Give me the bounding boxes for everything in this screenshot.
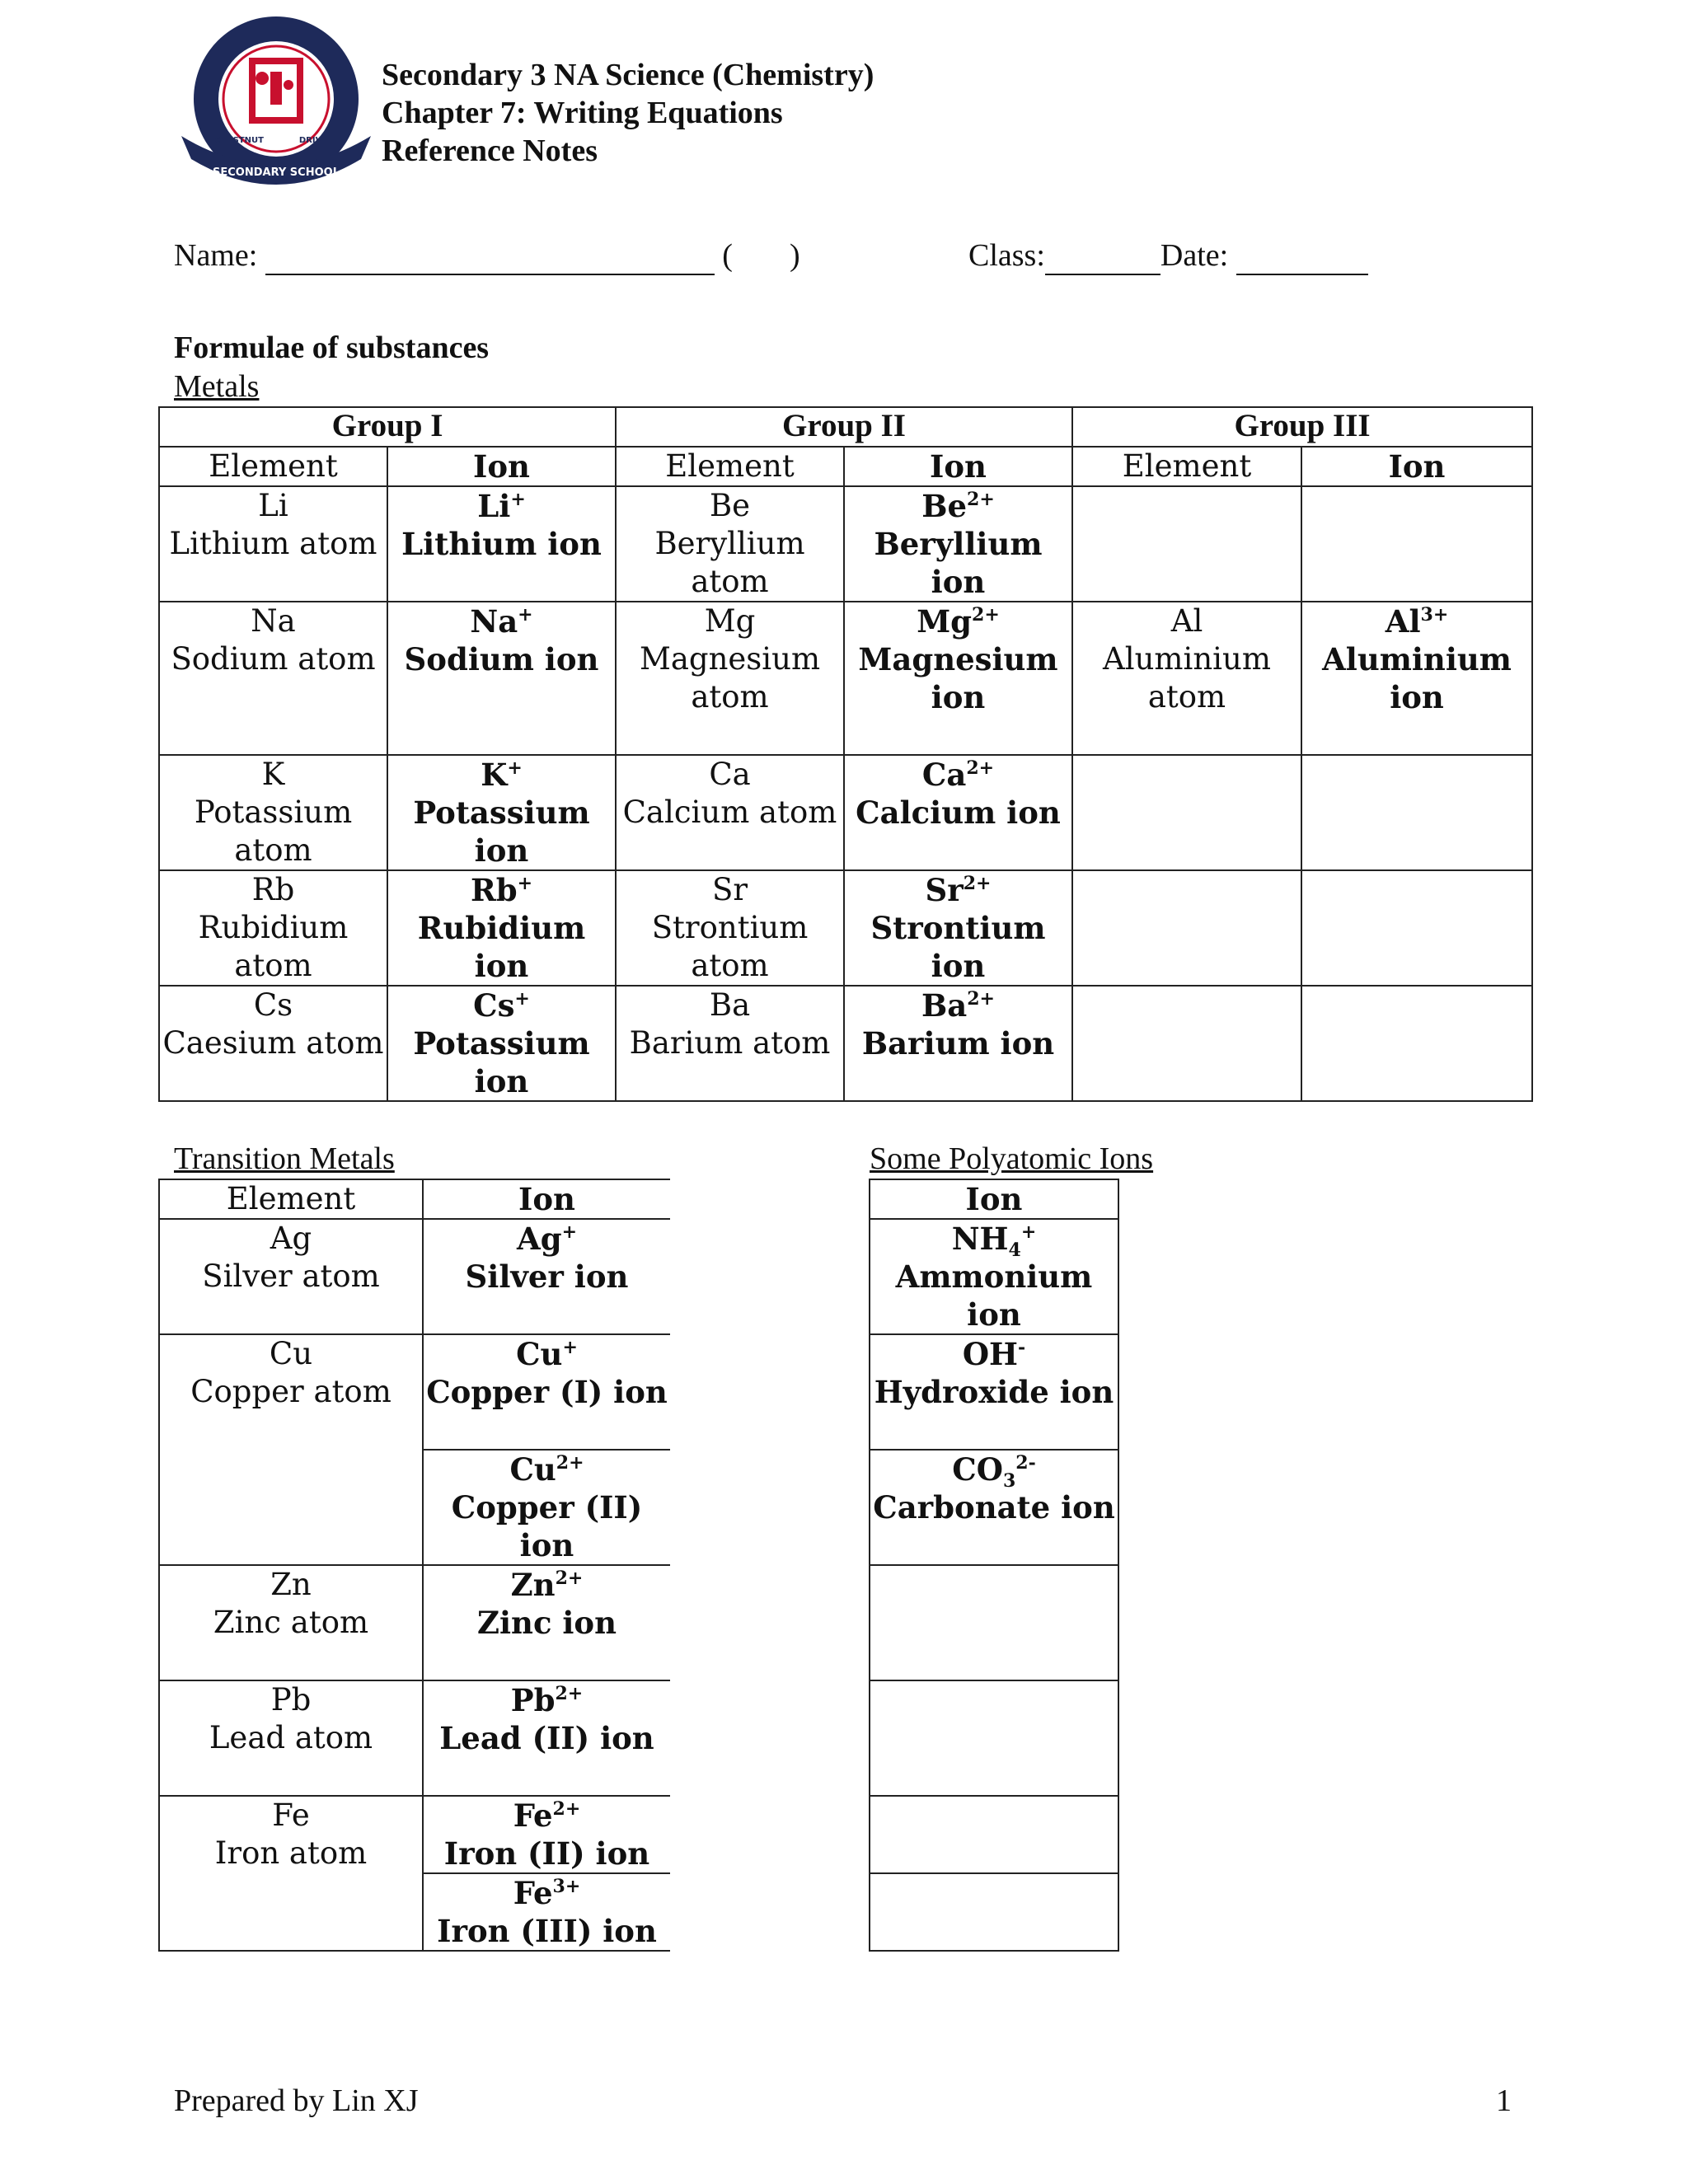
ion-cell — [387, 602, 616, 755]
element-name: Rubidium atom — [198, 910, 349, 983]
ion-symbol: $Cu^{2+}$ — [509, 1451, 584, 1488]
empty-cell — [1301, 986, 1532, 1101]
header-line-3: Reference Notes — [382, 134, 598, 168]
ion-formula: $NH_4^+$ — [951, 1221, 1037, 1261]
ion-symbol: Na+ — [470, 603, 533, 640]
empty-cell — [1072, 986, 1301, 1101]
name-field — [174, 237, 800, 275]
table-row — [870, 1680, 1118, 1796]
element-cell — [159, 1219, 423, 1334]
ion-symbol: $Ba^{2+}$ — [921, 987, 995, 1024]
empty-cell — [870, 1796, 1118, 1873]
column-header-row — [159, 447, 1532, 486]
transition-metals-table — [158, 1179, 670, 1952]
ion-name: Iron (III) ion — [437, 1913, 657, 1949]
ion-cell — [423, 1796, 670, 1873]
ion-cell — [870, 1219, 1118, 1334]
ion-name: Sodium ion — [404, 641, 599, 677]
metals-table — [158, 406, 1533, 1102]
element-symbol: Na — [251, 603, 296, 639]
transition-metals-label: Transition Metals — [174, 1141, 395, 1176]
ion-name: Calcium ion — [856, 794, 1061, 831]
ion-symbol: $Fe^{2+}$ — [513, 1797, 581, 1834]
name-label: Name: — [174, 238, 258, 273]
table-row — [870, 1334, 1118, 1450]
logo-ring-text-bottom: SECONDARY SCHOOL — [213, 166, 340, 179]
ion-name: Potassium ion — [413, 1025, 590, 1099]
logo-ring-text-top: STRIVE FOR EXCELLENCE — [173, 0, 359, 16]
ion-name: Copper (I) ion — [426, 1374, 668, 1410]
element-name: Aluminium atom — [1103, 641, 1271, 715]
ion-name: Lead (II) ion — [439, 1720, 654, 1756]
class-blank[interactable] — [1045, 237, 1160, 275]
ion-symbol: $Pb^{2+}$ — [510, 1682, 584, 1718]
element-symbol: K — [261, 757, 285, 792]
ion-header: Ion — [1301, 447, 1532, 486]
ion-symbol: $Ca^{2+}$ — [921, 757, 995, 793]
element-cell — [159, 755, 387, 870]
ion-name: Carbonate ion — [873, 1489, 1115, 1526]
ion-symbol: Cu+ — [516, 1336, 578, 1372]
table-row — [870, 1219, 1118, 1334]
ion-name: Silver ion — [465, 1258, 629, 1295]
ion-header: Ion — [870, 1179, 1118, 1219]
element-symbol: Ag — [270, 1221, 312, 1256]
element-header: Element — [159, 447, 387, 486]
table-row — [159, 1680, 670, 1796]
element-cell — [1072, 602, 1301, 755]
class-label: Class: — [968, 238, 1045, 273]
table-row — [870, 1450, 1118, 1565]
ion-symbol: K+ — [481, 757, 523, 793]
ion-name: Lithium ion — [401, 526, 602, 562]
empty-cell — [1301, 486, 1532, 602]
element-name: Potassium atom — [194, 794, 353, 868]
empty-cell — [1301, 755, 1532, 870]
logo-band-right: DRIVE — [298, 136, 328, 145]
empty-cell — [870, 1873, 1118, 1951]
table-row — [159, 1796, 670, 1873]
element-cell — [616, 986, 844, 1101]
ion-cell — [844, 602, 1072, 755]
empty-cell — [870, 1565, 1118, 1680]
table-row — [159, 986, 1532, 1101]
table-row — [870, 1873, 1118, 1951]
element-name: Barium atom — [629, 1025, 831, 1061]
column-header-row — [159, 1179, 670, 1219]
ion-cell — [870, 1334, 1118, 1450]
ion-name: Barium ion — [861, 1025, 1055, 1062]
ion-cell — [1301, 602, 1532, 755]
ion-name: Potassium ion — [413, 794, 590, 869]
ion-symbol: $Be^{2+}$ — [921, 488, 995, 524]
ion-cell — [423, 1334, 670, 1450]
ion-cell — [387, 870, 616, 986]
ion-name: Zinc ion — [476, 1605, 617, 1641]
footer-prepared-by: Prepared by Lin XJ — [174, 2083, 419, 2118]
element-symbol: Cs — [253, 987, 293, 1023]
ion-formula: $CO_3^{2-}$ — [952, 1451, 1036, 1492]
date-blank[interactable] — [1236, 237, 1368, 275]
ion-symbol: $Al^{3+}$ — [1385, 603, 1449, 640]
element-cell — [159, 1334, 423, 1565]
element-header: Element — [1072, 447, 1301, 486]
element-name: Copper atom — [190, 1374, 392, 1409]
element-symbol: Zn — [270, 1567, 312, 1602]
index-paren-close: ) — [789, 238, 800, 273]
empty-cell — [870, 1680, 1118, 1796]
column-header-row — [870, 1179, 1118, 1219]
ion-name: Rubidium ion — [417, 910, 586, 984]
element-cell — [159, 486, 387, 602]
element-name: Calcium atom — [622, 794, 837, 830]
element-name: Caesium atom — [162, 1025, 384, 1061]
element-header: Element — [616, 447, 844, 486]
element-name: Beryllium atom — [654, 526, 805, 599]
empty-cell — [1072, 755, 1301, 870]
element-symbol: Fe — [272, 1797, 310, 1833]
group-header-row — [159, 407, 1532, 447]
index-blank[interactable] — [740, 237, 781, 274]
ion-symbol: $Zn^{2+}$ — [510, 1567, 584, 1603]
element-name: Magnesium atom — [639, 641, 821, 715]
element-symbol: Ba — [709, 987, 751, 1023]
table-row — [159, 602, 1532, 755]
element-symbol: Li — [258, 488, 288, 523]
ion-cell — [844, 986, 1072, 1101]
element-name: Zinc atom — [213, 1605, 369, 1640]
ion-cell — [870, 1450, 1118, 1565]
element-cell — [159, 602, 387, 755]
ion-cell — [844, 486, 1072, 602]
element-cell — [616, 602, 844, 755]
ion-symbol: $Sr^{2+}$ — [925, 872, 992, 908]
name-blank[interactable] — [265, 237, 715, 275]
empty-cell — [1072, 870, 1301, 986]
table-row — [870, 1796, 1118, 1873]
ion-header: Ion — [423, 1179, 670, 1219]
ion-symbol: Ag+ — [516, 1221, 578, 1257]
polyatomic-ions-table — [869, 1179, 1119, 1952]
ion-name: Magnesium ion — [858, 641, 1058, 715]
ion-cell — [423, 1450, 670, 1565]
empty-cell — [1301, 870, 1532, 986]
school-logo — [173, 0, 379, 198]
ion-cell — [423, 1680, 670, 1796]
element-symbol: Sr — [711, 872, 748, 907]
table-row — [870, 1565, 1118, 1680]
document-header — [382, 56, 874, 170]
table-row — [159, 755, 1532, 870]
table-row — [159, 486, 1532, 602]
element-cell — [616, 870, 844, 986]
ion-cell — [423, 1873, 670, 1951]
element-symbol: Mg — [704, 603, 756, 639]
element-symbol: Pb — [270, 1682, 312, 1718]
element-name: Silver atom — [202, 1258, 380, 1294]
element-name: Iron atom — [214, 1835, 368, 1871]
table-row — [159, 1219, 670, 1334]
element-cell — [616, 755, 844, 870]
ion-name: Strontium ion — [870, 910, 1046, 984]
element-cell — [159, 1565, 423, 1680]
element-symbol: Cu — [269, 1336, 313, 1371]
ion-name: Hydroxide ion — [874, 1374, 1114, 1410]
page-number: 1 — [1496, 2083, 1512, 2118]
table-row — [159, 870, 1532, 986]
logo-band-left: CHESTNUT — [214, 136, 264, 145]
ion-name: Copper (II) ion — [451, 1489, 643, 1563]
date-label: Date: — [1160, 238, 1229, 273]
polyatomic-ions-label: Some Polyatomic Ions — [870, 1141, 1154, 1176]
element-cell — [159, 986, 387, 1101]
element-cell — [159, 1796, 423, 1951]
table-row — [159, 1565, 670, 1680]
element-name: Sodium atom — [171, 641, 376, 677]
ion-cell — [423, 1565, 670, 1680]
class-date-field — [968, 237, 1368, 275]
header-line-2: Chapter 7: Writing Equations — [382, 96, 783, 130]
group-2-header: Group II — [616, 407, 1072, 447]
ion-cell — [423, 1219, 670, 1334]
element-cell — [159, 1680, 423, 1796]
ion-name: Beryllium ion — [874, 526, 1043, 600]
ion-cell — [844, 870, 1072, 986]
empty-cell — [1072, 486, 1301, 602]
element-symbol: Al — [1170, 603, 1203, 639]
element-symbol: Be — [709, 488, 751, 523]
ion-symbol: Rb+ — [470, 872, 533, 908]
ion-formula: OH- — [962, 1336, 1026, 1372]
element-name: Lithium atom — [169, 526, 377, 561]
group-3-header: Group III — [1072, 407, 1532, 447]
element-cell — [159, 870, 387, 986]
element-header: Element — [159, 1179, 423, 1219]
ion-symbol: $Mg^{2+}$ — [917, 603, 1000, 640]
ion-cell — [387, 486, 616, 602]
metals-label: Metals — [174, 369, 260, 404]
ion-name: Iron (II) ion — [443, 1835, 650, 1872]
element-symbol: Ca — [709, 757, 751, 792]
ion-cell — [387, 986, 616, 1101]
ion-cell — [387, 755, 616, 870]
element-symbol: Rb — [251, 872, 295, 907]
section-title: Formulae of substances — [174, 330, 490, 365]
header-line-1: Secondary 3 NA Science (Chemistry) — [382, 58, 874, 92]
element-name: Strontium atom — [651, 910, 809, 983]
ion-name: Aluminium ion — [1322, 641, 1512, 715]
ion-name: Ammonium ion — [895, 1258, 1093, 1333]
element-cell — [616, 486, 844, 602]
table-row — [159, 1334, 670, 1450]
ion-symbol: Li+ — [477, 488, 526, 524]
ion-header: Ion — [844, 447, 1072, 486]
group-1-header: Group I — [159, 407, 616, 447]
index-paren-open: ( — [722, 238, 733, 273]
element-name: Lead atom — [209, 1720, 373, 1755]
ion-symbol: $Fe^{3+}$ — [513, 1875, 581, 1911]
ion-symbol: Cs+ — [473, 987, 530, 1024]
ion-cell — [844, 755, 1072, 870]
ion-header: Ion — [387, 447, 616, 486]
